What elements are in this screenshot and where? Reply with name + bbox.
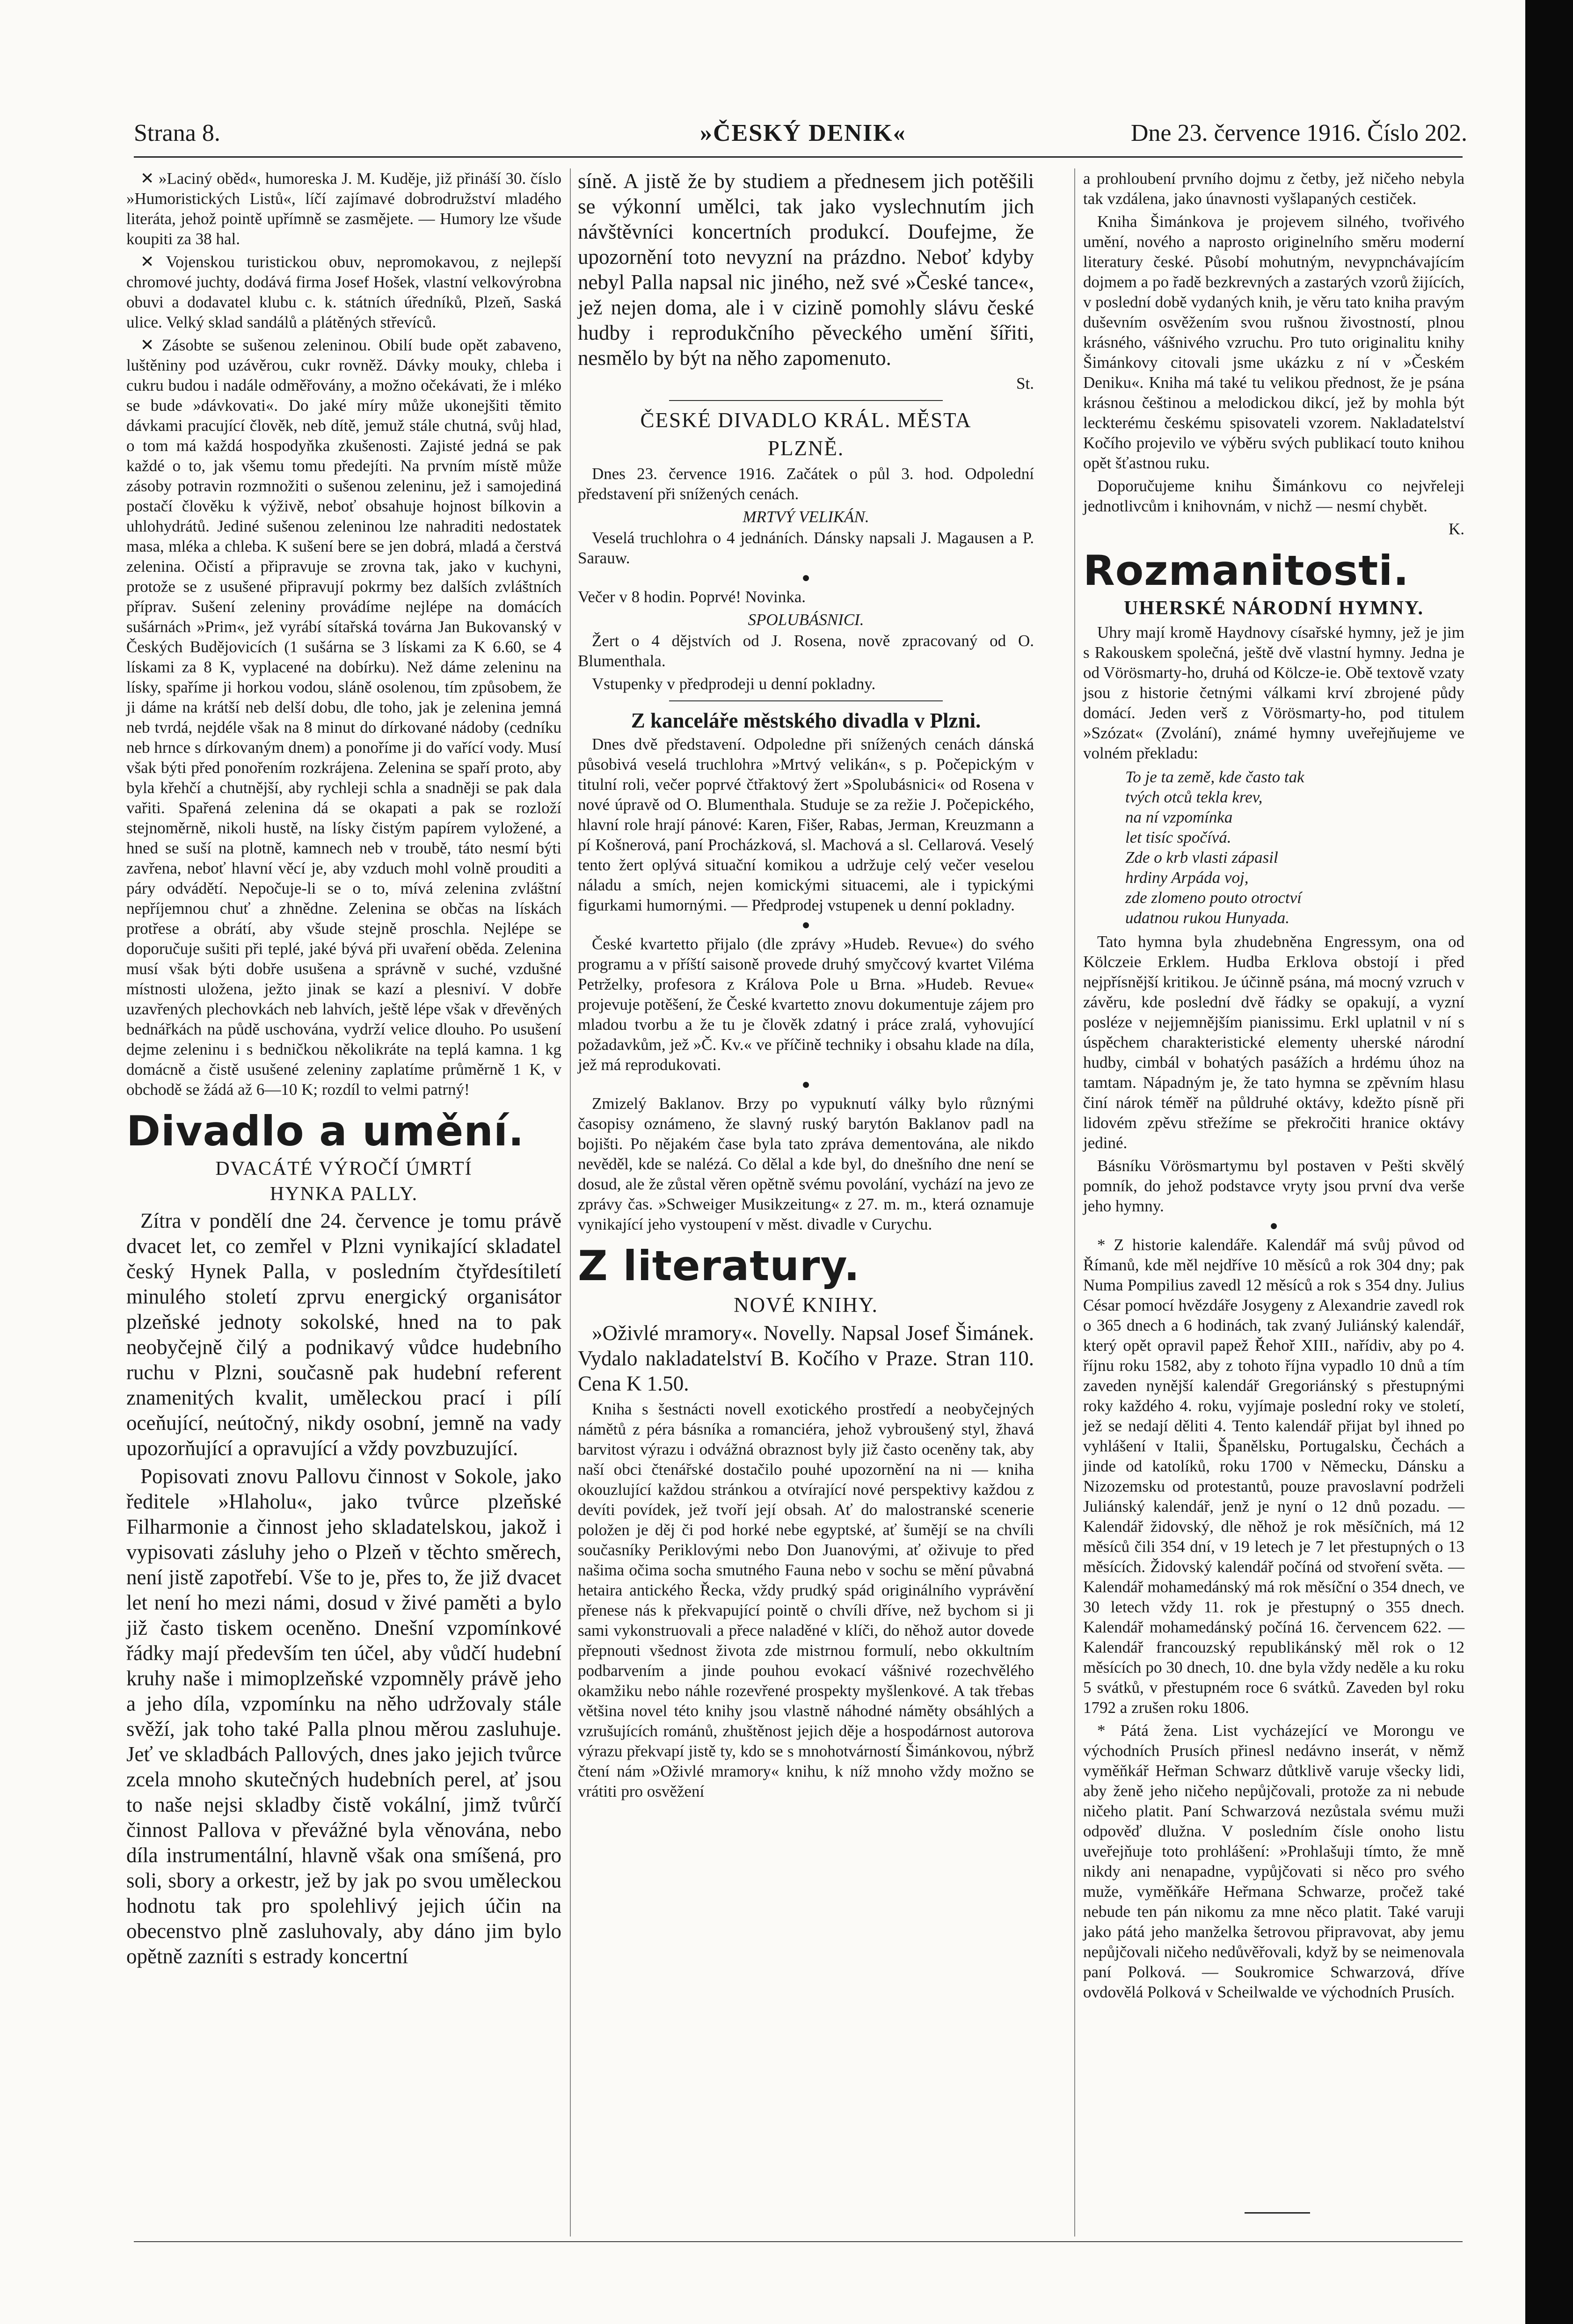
poem-line: zde zlomeno pouto otroctví [1125, 889, 1302, 907]
bullet-dot: ● [1269, 1218, 1278, 1233]
section-heading: Divadlo a umění. [126, 1107, 524, 1155]
book-paragraph: a prohloubení prvního dojmu z četby, jež ničeho nebyla tak vzdálena, jako únavnosti vyšlapaných cestiček. [1083, 169, 1464, 208]
book-paragraph: Kniha s šestnácti novell exotického prostředí a neobyčejných námětů z péra básníka a romanciéra, jehož vybroušený styl, žhavá barvitost výrazu i odvážná obraznost byly již často oceněny tak, aby naší obci čtenářské dostačilo pouhé upozornění na ni — kniha okouzlující každou stránkou a otvírající nové perspektivy každou z devíti povídek, jež tvoří její obsah. Ať do malostranské scenerie položen je děj či pod horké nebe egyptské, ať šumějí se na chvíli současníky Periklovými nebo Don Juanovými, ať oživuje to před našima očima socha smutného Fauna nebo v sochu se mění půvabná hetaira antického Řecka, vždy prudký spád originálního vyprávění přenese nás k překvapující pointě o chvíli dříve, než bychom si ji sami vykonstruovali a přece naladěné v klíči, do něhož autor dovede přepnouti všednost života zde mistrnou formulí, nebo okkultním podbarvením a jinde pouhou evokací vášnivé rozechvělého okamžiku nebo náhle rozevřené prospekty myšlenkové. A tak třebas většina novel této knihy jsou vlastně náhodné náměty obsáhlých a vzrušujících románů, zhuštěnost jejich děje a hospodárnost autorova výrazu překvapí jistě ty, kdo se s mnohotvárností Šimánkovou, nýbrž čtení nám »Oživlé mramory« knihu, k níž mnoho vždy možno se vrátiti pro osvěžení [578, 1400, 1034, 1800]
notice-paragraph: ✕ Zásobte se sušenou zeleninou. Obilí bude opět zabaveno, luštěniny pod uzávěrou, cukr rovněž. Dávky mouky, chleba i cukru budou i nadále odměřovány, a možno očekávati, že i mléko se bude »dávkovati«. Do jaké míry může ukonejšiti těmito dávkami pracující člověk, neb dítě, jemuž stále chutná, svůj hlad, o tom má každá hospodyňka zkušenosti. Zajisté jedná se pak každé o to, jak všemu tomu předejíti. Na prvním místě může zásoby potravin rozmnožiti o sušenou zeleninu, jež i samojediná postačí člověku k výživě, neboť obsahuje hojnost bílkovin a uhlohydrátů. Jediné sušenou zeleninou lze nahraditi nedostatek masa, mléka a chleba. K sušení bere se jen dobrá, mladá a čerstvá zelenina. Očistí a připravuje se zrovna tak, jako v kuchyni, protože se z usušené připravují pokrmy bez dalších zvláštních příprav. Sušení zeleniny provádíme nejlépe na domácích sušárnách »Prim«, jež vyrábí sítařská továrna Jan Bukovanský v Českých Budějovicích (1 sušárna se 3 lískami za K 6.60, se 4 lískami za 8 K, vyplacené na dobírku). Než dáme zeleninu na lísky, spaříme ji horkou vodou, sláně osolenou, tím způsobem, že ji dáme na krátší neb delší dobu, dle toho, jak je zelenina jemná neb tvrdá, nejdéle však na 8 minut do dírkované nádoby (cedníku neb hrnce s dírkovaným dnem) a ponoříme ji do vařící vody. Musí však býti před ponořením rozkrájena. Zelenina se spaří proto, aby byla křehčí a chutnější, aby rychleji schla a snadněji se pak dala vařiti. Spařená zelenina dá se okapati a pak se rozloží stejnoměrně, nikoli hustě, na lísky čistým papírem vyložené, a hned se suší na plotně, kamnech neb v troubě, táto nesmí býti zavřena, neboť hlavní věcí je, aby vzduch mohl volně prouditi a páry odvádětí. Nepočuje-li se o to, mívá zelenina zvláštní nepříjemnou chuť a zhnědne. Zelenina se občas na lískách protřese a obrátí, aby všude stejně proschla. Nejlépe se doporučuje sušiti při teplé, jaké bývá při uvaření oběda. Zelenina musí však býti dobře usušena a správně v suché, vzdušné místnosti uložena, ježto jinak se kazí a plesniví. V dobře uzavřených plechovkách neb lahvích, ještě lépe však v dřevěných bednářkách na půdě uschována, vydrží velice dlouho. Po usušení dejme zeleninu i s bedničkou několikráte na teplá kamna. 1 kg domácně a čistě usušené zeleniny zaplatíme průměrně 1 K, v obchodě se žádá až 6—10 K; rozdíl to velmi patrný! [126, 336, 561, 1099]
article-title: HYNKA PALLY. [269, 1183, 418, 1205]
notice-paragraph: ✕ Vojenskou turistickou obuv, nepromokavou, z nejlepší chromové juchty, dodává firma Josef Hošek, vlastní velkovýrobna obuvi a dodavatel klubu c. k. státních úředníků, Plzeň, Saská ulice. Velký sklad sandálů a plátěných střevíců. [126, 253, 561, 331]
end-flourish [1245, 2212, 1310, 2214]
play-title: SPOLUBÁSNICI. [748, 611, 864, 629]
separator [669, 400, 943, 401]
theatre-heading: ČESKÉ DIVADLO KRÁL. MĚSTA [640, 408, 972, 432]
poem-line: To je ta země, kde často tak [1125, 768, 1304, 786]
article-title: DVACÁTÉ VÝROČÍ ÚMRTÍ [215, 1158, 473, 1180]
column-2 [578, 168, 1034, 1804]
theatre-paragraph: Vstupenky v předprodeji u denní pokladny. [592, 675, 876, 693]
book-paragraph: »Oživlé mramory«. Novelly. Napsal Josef Šimánek. Vydalo nakladatelství B. Kočího v Praze. Stran 110. Cena K 1.50. [578, 1321, 1034, 1395]
signature: K. [1448, 520, 1464, 538]
poem [1125, 767, 1464, 928]
theatre-paragraph: Žert o 4 dějstvích od J. Rosena, nově zpracovaný od O. Blumenthala. [578, 632, 1034, 670]
news-paragraph: České kvartetto přijalo (dle zprávy »Hudeb. Revue«) do svého programu a v příští saisoně provede druhý smyčcový kvartet Viléma Petrželky, profesora z Králova Pole u Brna. »Hudeb. Revue« projevuje potěšení, že České kvartetto znovu dokumentuje zájem pro mladou tvorbu a že tu je člověk zdatný i práce zralá, vyhovující požadavkům, jež »Č. Kv.« ve příčině techniky i obsahu klade na díla, jež má reprodukovati. [578, 935, 1034, 1074]
hymn-paragraph: Uhry mají kromě Haydnovy císařské hymny, jež je jim s Rakouskem společná, ještě dvě vlastní hymny. Jedna je od Vörösmarty-ho, druhá od Kölcze-ie. Obě textově vzaty jsou z historie četnými válkami krví zbrojené půdy domácí. Jeden verš z Vörösmarty-ho, pod titulem »Szózat« (Zvolání), známé hymny uveřejňujeme ve volném překladu: [1083, 623, 1464, 762]
news-paragraph: * Z historie kalendáře. Kalendář má svůj původ od Římanů, kde měl nejdříve 10 měsíců a rok 304 dny; pak Numa Pompilius zavedl 12 měsíců a rok s 354 dny. Julius César pomocí hvězdáře Josygeny z Alexandrie zavedl rok o 365 dnech a 6 hodinách, tak zvaný Juliánský kalendář, který opět opravil papež Řehoř XIII., nařídiv, aby po 4. říjnu roku 1582, aby z tohoto října vypadlo 10 dnů a tím zaveden nynější kalendář Gregoriánský s přestupnými roky každého 4. roku, vyjímaje poslední roky ve století, jež se nedají děliti 4. Tento kalendář přijat byl ihned po vyhlášení v Italii, Španělsku, Portugalsku, Čechách a jinde od katolíků, roku 1700 v Německu, Dánsku a Nizozemsku od protestantů, pouze pravoslavní podrželi Juliánský kalendář, jenž je nyní o 12 dnů pozadu. — Kalendář židovský, dle něhož je rok měsíčních, má 12 měsíců čili 354 dní, v 19 letech je 7 let přestupných o 13 měsících. Židovský kalendář počíná od stvoření světa. — Kalendář mohamedánský má rok měsíční o 354 dnech, ve 30 letech vždy 11. rok je přestupný o 355 dnech. Kalendář mohamedánský počíná 16. červencem 622. — Kalendář francouzský republikánský měl rok o 12 měsících po 30 dnech, 10. dne byla vždy neděle a ku roku 5 svátků, v přestupném roce 6 svátků. Zaveden byl roku 1792 a zrušen roku 1806. [1083, 1236, 1464, 1717]
issue-date: Dne 23. července 1916. Číslo 202. [1130, 120, 1467, 146]
hymn-heading: UHERSKÉ NÁRODNÍ HYMNY. [1123, 597, 1424, 619]
column-divider [1074, 168, 1075, 2237]
books-heading: NOVÉ KNIHY. [734, 1293, 878, 1317]
page-number: Strana 8. [134, 120, 220, 146]
book-paragraph: Kniha Šimánkova je projevem silného, tvořivého umění, nového a naprosto originelního směru moderní literatury české. Působí mohutným, nevypnchávajícím dojmem a po řadě bezkrevných a zastarých vzorů žijících, v poslední době vydaných knih, je věru tato kniha pravým duševním osvěžením svou rušnou živostností, plnou krásného, vášnivého vzruchu. Pro tuto originalitu knihy Šimánkovy citovali jsme ukázku z ní v »Českém Deniku«. Kniha má také tu velikou přednost, že je psána krásnou češtinou a melodickou dikcí, jež by mohla být leckterému českému spisovateli vzorem. Nakladatelství Kočího projevilo ve výběru svých publikací touto knihou opět šťastnou ruku. [1083, 212, 1464, 472]
office-heading: Z kanceláře městského divadla v Plzni. [631, 709, 981, 732]
article-paragraph: síně. A jistě že by studiem a přednesem jich potěšili se výkonní umělci, tak jako vyslechnutím jich návštěvníci koncertních produkcí. Doufejme, že upozornění toto nevyzní na prázdno. Neboť kdyby nebyl Palla napsal nic jiného, než své »České tance«, jež nejen doma, ale i v cizině pomohly slávu české hudby i reprodukčního pěveckého umění šířiti, nesmělo by být na něho zapomenuto. [578, 169, 1034, 370]
bullet-dot: ● [801, 917, 810, 933]
bullet-dot: ● [801, 570, 810, 585]
column-3 [1083, 168, 1464, 2005]
notice-paragraph: ✕ »Laciný oběd«, humoreska J. M. Kuděje, již přináší 30. číslo »Humoristických Listů«, líčí zajímavé dobrodružství mladého literáta, jehož pointě upřímně se zasmějete. — Humory lze všude koupiti za 38 hal. [126, 169, 561, 248]
hymn-paragraph: Tato hymna byla zhudebněna Engressym, ona od Kölczeie Erklem. Hudba Erklova obstojí i před nejpřísnější kritikou. Je účinně psána, má mocný vzruch v závěru, kde poslední dvě řádky se opakují, a vyzní posléze v nejjemnějším pianissimu. Erkl uplatnil v ní s úspěchem charakteristické elementy uherské národní hudby, cimbál v bohatých pasážích a hrdému úhoz na tamtam. Nápadným je, že tato hymna se zpěvním hlasu činí nárok téměř na půldruhé oktávy, kdežto písně při lidovém zpěvu střežíme se překročiti hranice oktávy jediné. [1083, 933, 1464, 1152]
poem-line: let tisíc spočívá. [1125, 828, 1231, 846]
theatre-paragraph: Večer v 8 hodin. Poprvé! Novinka. [578, 588, 806, 606]
page-edge [1525, 0, 1573, 2324]
play-title: MRTVÝ VELIKÁN. [743, 508, 869, 526]
poem-line: hrdiny Arpáda voj, [1125, 868, 1249, 887]
signature: St. [1016, 374, 1034, 393]
theatre-paragraph: Dnes 23. července 1916. Začátek o půl 3. hod. Odpolední představení při snížených cenách. [578, 465, 1034, 503]
section-heading: Rozmanitosti. [1083, 546, 1409, 595]
page-header [134, 119, 1467, 152]
column-divider [570, 168, 571, 2237]
header-rule [134, 156, 1463, 158]
bullet-dot: ● [801, 1077, 810, 1092]
article-paragraph: Zítra v pondělí dne 24. července je tomu právě dvacet let, co zemřel v Plzni vynikající skladatel český Hynek Palla, v posledním čtyřdesítiletí minulého století zprvu energický organisátor plzeňské jednoty sokolské, hned na to pak neobyčejně čilý a podnikavý vůdce hudebního ruchu v Plzni, současně pak hudební referent znamenitých kvalit, uměleckou prací i pílí oceňující, neútočný, nikdy osobní, jemně na vady upozorňující a opravující a vždy povzbuzující. [126, 1209, 561, 1460]
book-paragraph: Doporučujeme knihu Šimánkovu co nejvřeleji jednotlivcům i knihovnám, v nichž — nesmí chybět. [1083, 477, 1464, 515]
newspaper-title: »ČESKÝ DENIK« [700, 120, 906, 146]
theatre-heading: PLZNĚ. [767, 437, 845, 460]
poem-line: udatnou rukou Hunyada. [1125, 909, 1289, 927]
poem-line: na ní vzpomínka [1125, 808, 1233, 826]
section-heading: Z literatury. [578, 1242, 860, 1290]
separator [669, 700, 943, 701]
office-paragraph: Dnes dvě představení. Odpoledne při snížených cenách dánská působivá veselá truchlohra »Mrtvý velikán«, s p. Počepickým v titulní roli, večer poprvé čtřaktový žert »Spolubásnici« od Rosena v nové úpravě od O. Blumenthala. Studuje se za režie J. Počepického, hlavní role hrají pánové: Karen, Fišer, Rabas, Jerman, Kreuzmann a pí Košnerová, paní Procházková, sl. Machová a sl. Cellarová. Veselý tento žert oplývá situační komikou a udržuje celý večer veselou náladu a smích, nejen komickými situacemi, ale i typickými figurkami humornými. — Předprodej vstupenek u denní pokladny. [578, 735, 1034, 914]
theatre-paragraph: Veselá truchlohra o 4 jednáních. Dánsky napsali J. Magausen a P. Sarauw. [578, 529, 1034, 567]
news-paragraph: * Pátá žena. List vycházející ve Morongu ve východních Prusích přinesl nedávno inserát, v němž vyměňkář Heřman Schwarz důtklivě varuje všecky lidi, aby ženě jeho ničeho nepůjčovali, protože za ni nebude ničeho platit. Paní Schwarzová nezůstala svému muži odpověď dlužna. V posledním čísle onoho listu uveřejňuje toto prohlášení: »Prohlašuji tímto, že mně nikdy ani nenapadne, vypůjčovati si něco pro svého muže, vyměňkáře Heřmana Schwarze, pročež také nebude ten pán nikomu za mne něco platit. Také varuji jako pátá jeho manželka šetrovou připravovat, aby jemu nepůjčovali ničeho nedůvěřovali, když by se neimenovala paní Polková. — Soukromice Schwarzová, dříve ovdovělá Polková v Scheilwalde ve východních Prusích. [1083, 1721, 1464, 2001]
news-paragraph: Zmizelý Baklanov. Brzy po vypuknutí války bylo různými časopisy oznámeno, že slavný ruský barytón Baklanov padl na bojišti. Po nějakém čase byla tato zpráva dementována, ale nikdo nevěděl, kde se nalézá. Co dělal a kde byl, do dnešního dne není se dosud, ale že zůstal věren opětně svému povolání, vychází na jevo ze zprávy čas. »Schweiger Musikzeitung« z 27. m. m., která oznamuje vynikající jeho vystoupení v měst. divadle v Curychu. [578, 1094, 1034, 1233]
poem-line: Zde o krb vlasti zápasil [1125, 848, 1278, 867]
hymn-paragraph: Básníku Vörösmartymu byl postaven v Pešti skvělý pomník, do jehož podstavce vryty jsou první dva verše jeho hymny. [1083, 1157, 1464, 1215]
article-paragraph: Popisovati znovu Pallovu činnost v Sokole, jako ředitele »Hlaholu«, jako tvůrce plzeňské Filharmonie a činnost jeho skladatelskou, jakož i vypisovati zásluhy jeho o Plzeň v těchto směrech, není jistě zapotřebí. Vše to je, přes to, že již dvacet let není ho mezi námi, dosud v živé paměti a bylo již často tiskem oceněno. Dnešní vzpomínkové řádky mají především ten účel, aby vůdčí hudební kruhy naše i mimoplzeňské vzpomněly právě jeho a jeho díla, vzpomínku na něho udržovaly stále svěží, jak toho také Palla plnou měrou zasluhuje. Jeť ve skladbách Pallových, dnes jako jejich tvůrce zcela mnoho skutečných hudebních perel, ať jsou to naše nejsi skladby čistě vokální, jimž tvůrčí činnost Pallova v převážné byla věnována, nebo díla instrumentální, hlavně však ona smíšená, pro soli, sbory a orkestr, jež by jak po svou uměleckou hodnotu tak pro spolehlivý jejich účin na obecenstvo plně zasluhovaly, aby dáno jim bylo opětně zazníti s estrady koncertní [126, 1464, 561, 1968]
poem-line: tvých otců tekla krev, [1125, 788, 1263, 806]
bottom-rule [134, 2241, 1463, 2242]
column-1 [126, 168, 561, 1972]
